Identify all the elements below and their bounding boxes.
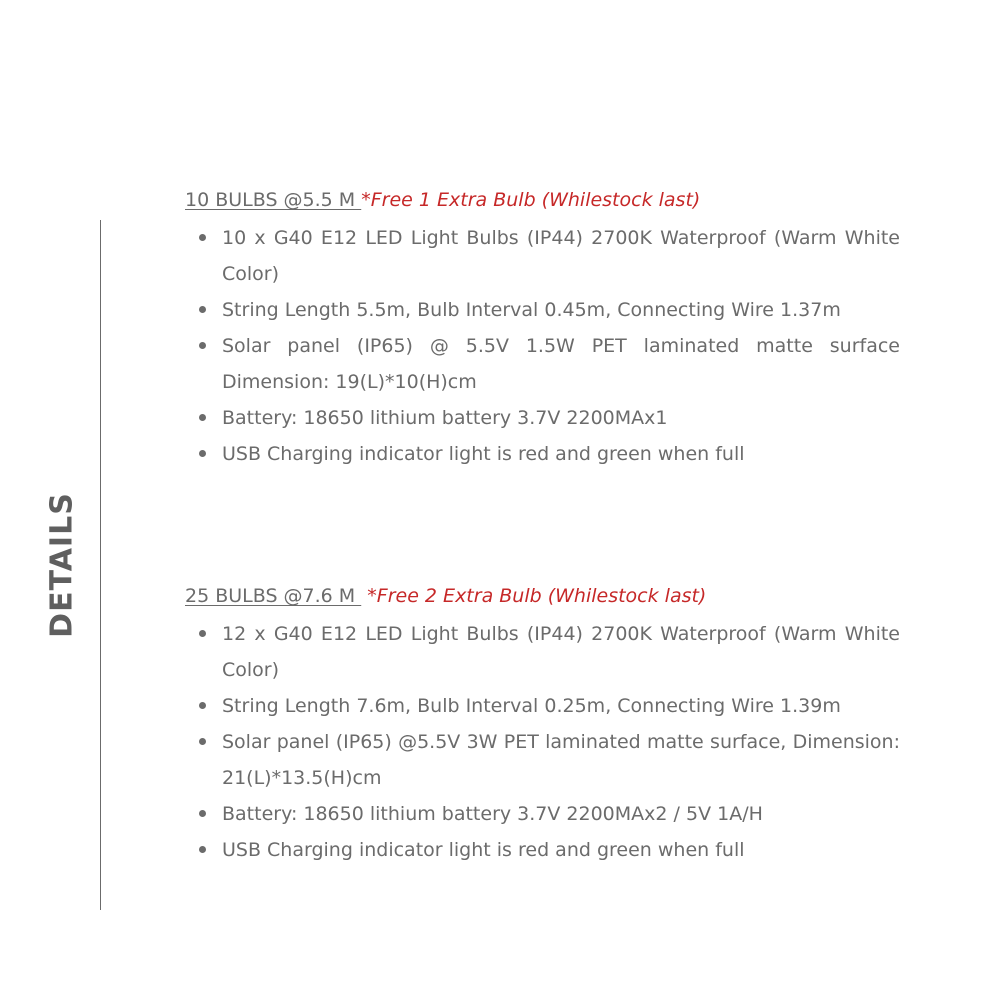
list-item: [185, 400, 900, 436]
list-item-text: 10 x G40 E12 LED Light Bulbs (IP44) 2700K Waterproof (Warm White Color): [222, 227, 900, 285]
section-heading: [185, 184, 900, 216]
list-item-text: String Length 5.5m, Bulb Interval 0.45m, Connecting Wire 1.37m: [222, 299, 841, 321]
section-25-bulbs: [185, 580, 900, 868]
list-item-text: USB Charging indicator light is red and green when full: [222, 443, 745, 465]
section-10-bulbs: [185, 184, 900, 472]
list-item-text: Battery: 18650 lithium battery 3.7V 2200MAx1: [222, 407, 668, 429]
list-item: [185, 688, 900, 724]
section-heading: [185, 580, 900, 612]
list-item-text: Solar panel (IP65) @5.5V 3W PET laminated matte surface, Dimension: 21(L)*13.5(H)cm: [222, 731, 900, 789]
bullet-icon: [199, 306, 206, 313]
free-bulb-note: *Free 1 Extra Bulb (Whilestock last): [361, 189, 701, 211]
vertical-divider: [100, 220, 101, 910]
spec-list: [185, 616, 900, 868]
list-item: [185, 724, 900, 796]
bullet-icon: [199, 450, 206, 457]
list-item-text: Solar panel (IP65) @ 5.5V 1.5W PET laminated matte surface Dimension: 19(L)*10(H)cm: [222, 335, 900, 393]
list-item: [185, 328, 900, 400]
list-item-text: USB Charging indicator light is red and green when full: [222, 839, 745, 861]
bullet-icon: [199, 234, 206, 241]
section-title: 10 BULBS @5.5 M: [185, 189, 362, 211]
side-title: DETAILS: [44, 492, 80, 638]
bullet-icon: [199, 738, 206, 745]
section-title: 25 BULBS @7.6 M: [185, 585, 362, 607]
list-item-text: String Length 7.6m, Bulb Interval 0.25m, Connecting Wire 1.39m: [222, 695, 841, 717]
list-item: [185, 832, 900, 868]
list-item: [185, 796, 900, 832]
list-item: [185, 436, 900, 472]
bullet-icon: [199, 810, 206, 817]
list-item: [185, 292, 900, 328]
list-item-text: Battery: 18650 lithium battery 3.7V 2200MAx2 / 5V 1A/H: [222, 803, 763, 825]
list-item: [185, 220, 900, 292]
bullet-icon: [199, 702, 206, 709]
list-item-text: 12 x G40 E12 LED Light Bulbs (IP44) 2700K Waterproof (Warm White Color): [222, 623, 900, 681]
list-item: [185, 616, 900, 688]
bullet-icon: [199, 342, 206, 349]
bullet-icon: [199, 414, 206, 421]
free-bulb-note: *Free 2 Extra Bulb (Whilestock last): [361, 585, 707, 607]
bullet-icon: [199, 630, 206, 637]
bullet-icon: [199, 846, 206, 853]
spec-list: [185, 220, 900, 472]
